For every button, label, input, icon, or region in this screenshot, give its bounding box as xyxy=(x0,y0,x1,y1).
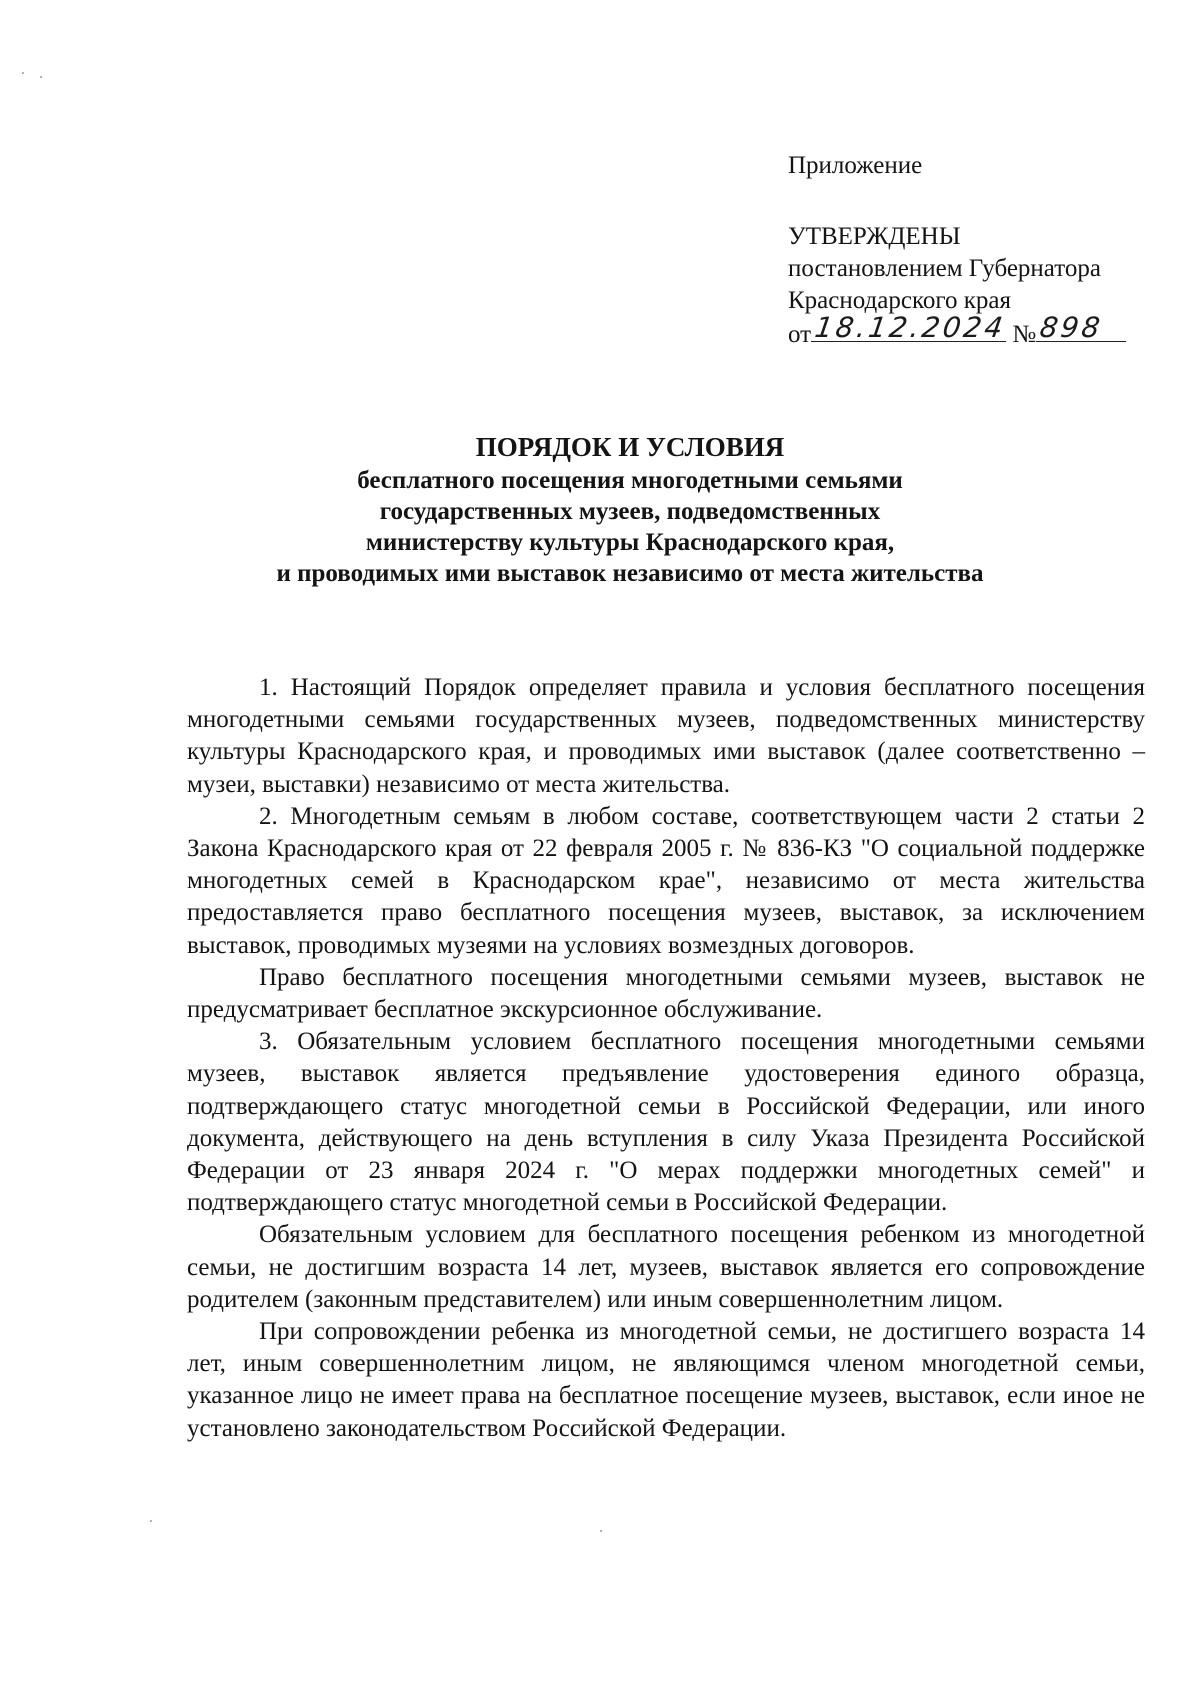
handwritten-number: 898 xyxy=(1037,311,1106,344)
date-number-line xyxy=(788,311,1148,351)
title-main: ПОРЯДОК И УСЛОВИЯ xyxy=(475,432,785,462)
scan-speck xyxy=(22,72,24,74)
handwritten-date: 18.12.2024 xyxy=(812,311,1008,344)
title-line: государственных музеев, подведомственных xyxy=(379,498,881,525)
date-prefix: от xyxy=(788,321,812,348)
document-body xyxy=(187,672,1145,1445)
scan-speck xyxy=(150,1520,152,1522)
approved-by-line: постановлением Губернатора xyxy=(788,255,1101,282)
paragraph-3-child: Обязательным условием для бесплатного посещения ребенком из многодетной семьи, не достигшим возраста 14 лет, музеев, выставок является его сопровождение родителем (законным представителем) или иным совершеннолетним лицом. xyxy=(187,1221,1145,1313)
scan-speck xyxy=(40,76,42,78)
number-prefix: № xyxy=(1012,321,1037,348)
number-field xyxy=(1036,311,1126,344)
title-line: бесплатного посещения многодетными семьями xyxy=(357,467,903,494)
paragraph-3: 3. Обязательным условием бесплатного посещения многодетными семьями музеев, выставок является предъявление удостоверения единого образца, подтверждающего статус многодетной семьи в Российской Федерации, или иного документа, действующего на день вступления в силу Указа Президента Российской Федерации от 23 января 2024 г. "О мерах поддержки многодетных семей" и подтверждающего статус многодетной семьи в Российской Федерации. xyxy=(187,1028,1145,1217)
scan-speck xyxy=(600,1530,602,1532)
approval-block xyxy=(788,150,1148,351)
paragraph-2-note: Право бесплатного посещения многодетными семьями музеев, выставок не предусматривает бесплатное экскурсионное обслуживание. xyxy=(187,963,1145,1024)
paragraph-1: 1. Настоящий Порядок определяет правила и условия бесплатного посещения многодетными семьями государственных музеев, подведомственных министерству культуры Краснодарского края, и проводимых ими выставок (далее соответственно – музеи, выставки) независимо от места жительства. xyxy=(187,674,1145,798)
title-line: и проводимых ими выставок независимо от места жительства xyxy=(276,560,984,587)
date-field xyxy=(811,311,1008,344)
approved-label: УТВЕРЖДЕНЫ xyxy=(788,223,961,250)
paragraph-2: 2. Многодетным семьям в любом составе, соответствующем части 2 статьи 2 Закона Краснодарского края от 22 февраля 2005 г. № 836-КЗ "О социальной поддержке многодетных семей в Краснодарском крае", независимо от места жительства предоставляется право бесплатного посещения музеев, выставок, за исключением выставок, проводимых музеями на условиях возмездных договоров. xyxy=(187,802,1145,959)
document-title xyxy=(130,432,1130,589)
approved-by-region: Краснодарского края xyxy=(788,287,1011,314)
paragraph-3-escort: При сопровождении ребенка из многодетной семьи, не достигшего возраста 14 лет, иным совершеннолетним лицом, не являющимся членом многодетной семьи, указанное лицо не имеет права на бесплатное посещение музеев, выставок, если иное не установлено законодательством Российской Федерации. xyxy=(187,1318,1145,1442)
title-line: министерству культуры Краснодарского края, xyxy=(365,529,895,556)
appendix-label: Приложение xyxy=(788,152,923,179)
